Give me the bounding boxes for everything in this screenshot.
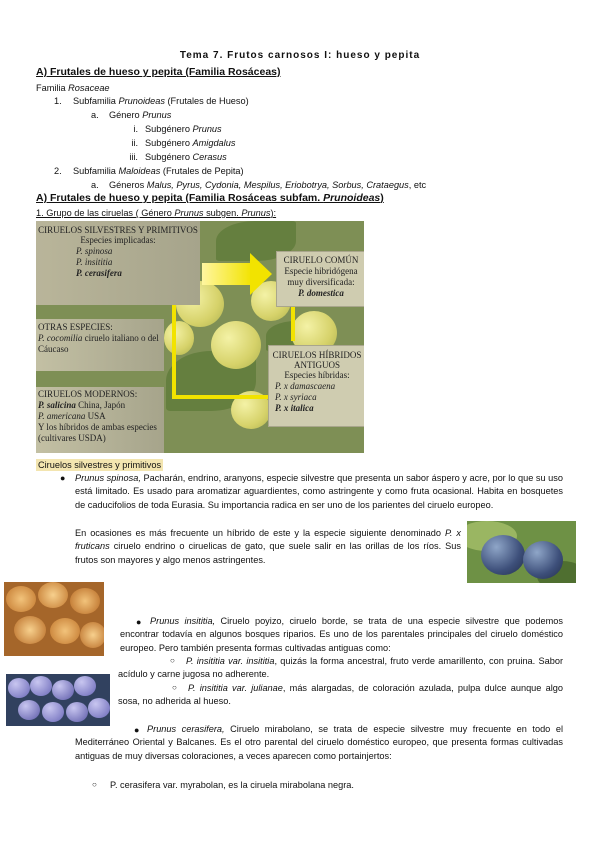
spinosa-cont-italic: P. x fruticans — [75, 528, 461, 552]
box-modern-line2 — [36, 411, 164, 422]
paragraph-cerasifera — [75, 723, 563, 763]
diagram-box-others — [36, 319, 164, 371]
subgenero-1-prefix: Subgénero — [145, 124, 193, 134]
box-common-title: CIRUELO COMÚN — [283, 255, 359, 265]
bullet-icon: ● — [60, 473, 66, 483]
blue-plum — [74, 676, 96, 696]
subgenero-2-name: Amigdalus — [192, 138, 236, 148]
box-others-text — [36, 333, 164, 355]
box-modern-salicina-origin: China, Japón — [75, 400, 126, 410]
outline-sub1-num: 1. — [54, 96, 62, 106]
section-heading-a: A) Frutales de hueso y pepita (Familia Rosáceas) — [36, 66, 281, 78]
var-julianae-name: P. insititia var. julianae — [188, 683, 283, 693]
outline-sub1-prefix: Subfamilia — [73, 96, 119, 106]
diagram-box-modern — [36, 387, 164, 453]
subgenero-2-prefix: Subgénero — [145, 138, 193, 148]
circle-bullet-icon: ○ — [92, 780, 97, 789]
blue-plum — [8, 678, 30, 698]
subgenero-num-2: ii. — [131, 138, 138, 148]
box-modern-line1 — [36, 400, 164, 411]
blue-plum — [18, 700, 40, 720]
box-modern-title: CIRUELOS MODERNOS: — [38, 389, 138, 399]
blue-plums-photo — [6, 674, 110, 726]
paragraph-var-insititia — [118, 655, 563, 682]
outline-sub2-prefix: Subfamilia — [73, 166, 119, 176]
subgenero-3-prefix: Subgénero — [145, 152, 193, 162]
subgenero-1-name: Prunus — [192, 124, 222, 134]
var-insititia-name: P. insititia var. insititia — [186, 656, 275, 666]
paragraph-var-julianae — [118, 682, 563, 709]
box-wild-title: CIRUELOS SILVESTRES Y PRIMITIVOS — [38, 225, 198, 235]
subgenero-num-1: i. — [133, 124, 138, 134]
outline-genero-prefix: Género — [109, 110, 143, 120]
sloe-photo — [467, 521, 576, 583]
arrow-head-icon — [250, 253, 272, 295]
grupo-italic: Prunus — [174, 208, 204, 218]
box-hybrids-item-1: P. x damascaena — [275, 381, 336, 391]
spinosa-cont-a: En ocasiones es más frecuente un híbrido de este y la especie siguiente denominado — [75, 528, 445, 538]
box-others-rest: ciruelo italiano o del Cáucaso — [38, 333, 159, 354]
outline-genero — [109, 109, 171, 121]
grupo-heading — [36, 207, 276, 219]
subgenero-3 — [145, 151, 227, 163]
blue-plum — [42, 702, 64, 722]
outline-genero-name: Prunus — [142, 110, 172, 120]
insititia-name: Prunus insititia, — [150, 616, 216, 626]
blue-plum — [30, 676, 52, 696]
outline-sub2 — [73, 165, 244, 177]
box-others-title: OTRAS ESPECIES: — [38, 322, 113, 332]
blue-plum — [88, 698, 110, 718]
subsection-heading: Ciruelos silvestres y primitivos — [38, 460, 162, 470]
spinosa-text: Pacharán, endrino, aranyons, especie silvestre que presenta un sabor áspero y acre, por lo que su uso está limitado. Es usado para aromatizar aguardientes, como astringente y como fruta ocasional. Habita en bosquetes de caducifolios de toda Eurasia. Su importancia radica en ser uno de los parientes del ciruelo europeo. — [75, 473, 564, 510]
var-insititia-text: , quizás la forma ancestral, fruto verde amarillento, con pruina. Sabor acídulo y carne jugosa no adherente. — [118, 656, 563, 680]
subgenero-2 — [145, 137, 235, 149]
plum-half — [38, 582, 68, 608]
familia-line — [36, 82, 110, 94]
bullet-icon: ● — [134, 725, 140, 735]
spinosa-cont-b: ciruelo endrino o cirueli​cas de gato, que suele salir en las orillas de los ríos. Sus frutos son mayores y algo menos astringentes. — [75, 541, 461, 565]
plum-fruit — [164, 321, 194, 355]
paragraph-spinosa — [75, 472, 563, 512]
outline-sub1-suffix: (Frutales de Hueso) — [164, 96, 249, 106]
cerasifera-name: Prunus cerasifera, — [147, 724, 225, 734]
blue-plum — [52, 680, 74, 700]
box-modern-salicina: P. salicina — [38, 400, 76, 410]
connector-line — [172, 303, 176, 398]
familia-name: Rosaceae — [68, 83, 110, 93]
outline-sub2-suffix: (Frutales de Pepita) — [160, 166, 244, 176]
subgenero-num-3: iii. — [129, 152, 138, 162]
plum-half — [6, 586, 36, 612]
paragraph-insititia — [120, 615, 563, 655]
bullet-icon: ● — [136, 617, 142, 627]
box-common-item: P. domestica — [298, 288, 344, 298]
box-wild-item-3: P. cerasifera — [76, 268, 122, 278]
plum-half — [14, 616, 46, 644]
grupo-close: ): — [270, 208, 277, 218]
subgenero-3-name: Cerasus — [192, 152, 227, 162]
box-modern-americana: P. americana — [38, 411, 86, 421]
sloe-fruit — [523, 541, 563, 579]
plum-half — [70, 588, 100, 614]
box-others-italic: P. cocomilia — [38, 333, 83, 343]
section-a2-close: ) — [380, 192, 384, 204]
box-modern-line3: Y los híbridos de ambas especies (cultivares USDA) — [38, 422, 157, 443]
diagram-box-common — [276, 251, 364, 307]
plum-half — [50, 618, 80, 644]
box-wild-sub: Especies implicadas: — [80, 235, 156, 245]
grupo-text: 1. Grupo de las ciruelas ( Género — [36, 208, 175, 218]
outline-generos2 — [109, 179, 426, 191]
blue-plum — [66, 702, 88, 722]
grupo-italic2: Prunus — [241, 208, 271, 218]
box-wild-item-2: P. insititia — [76, 257, 113, 267]
arrow-shaft — [202, 263, 252, 285]
box-hybrids-item-3: P. x italica — [275, 403, 314, 413]
outline-sub1-name: Prunoideas — [118, 96, 165, 106]
box-hybrids-sub: Especies híbridas: — [284, 370, 350, 380]
outline-sub1 — [73, 95, 249, 107]
cerasifera-text: Ciruelo mirabolano, se trata de especie silvestre muy frecuente en todo el Mediterráneo Oriental y Balcanes. Es el otro parental del ciruelo doméstico europeo, que presenta formas cultivadas antiguas de muy diversas coloraciones, a veces aparecen como portainjertos: — [75, 724, 564, 761]
box-common-sub: Especie hibridógena muy diversificada: — [284, 266, 358, 287]
plum-half — [80, 622, 104, 648]
diagram-box-hybrids — [268, 345, 364, 427]
box-modern-americana-origin: USA — [85, 411, 106, 421]
outline-generos2-num: a. — [91, 180, 99, 190]
diagram-box-wild — [36, 221, 200, 305]
connector-line — [172, 395, 272, 399]
outline-genero-num: a. — [91, 110, 99, 120]
outline-sub2-num: 2. — [54, 166, 62, 176]
sloe-fruit — [481, 535, 525, 575]
outline-generos2-prefix: Géneros — [109, 180, 147, 190]
dried-plum-photo — [4, 582, 104, 656]
section-a2-text: A) Frutales de hueso y pepita (Familia Rosáceas subfam. — [36, 192, 324, 204]
circle-bullet-icon: ○ — [172, 683, 177, 692]
paragraph-myrabolan: P. cerasifera var. myrabolan, es la ciruela mirabolana negra. — [110, 780, 354, 790]
var-julianae-text: , más alargadas, de coloración azulada, pulpa dulce aunque algo sosa, no adherida al hueso. — [118, 683, 563, 707]
box-wild-item-1: P. spinosa — [76, 246, 113, 256]
box-hybrids-title: CIRUELOS HÍBRIDOS ANTIGUOS — [272, 350, 362, 370]
document-title: Tema 7. Frutos carnosos I: hueso y pepita — [179, 50, 421, 61]
spinosa-name: Prunus spinosa, — [75, 473, 141, 483]
circle-bullet-icon: ○ — [170, 656, 175, 665]
insititia-text: Ciruelo poyizo, ciruelo borde, se trata de una especie silvestre que podemos encontrar todavía en algunos bosques riparios. Es uno de los parentales principales del ciruelo doméstico europeo. Pero también presenta formas cultivadas antiguas como: — [120, 616, 563, 653]
plum-fruit — [211, 321, 261, 369]
grupo-mid: subgen. — [203, 208, 242, 218]
section-heading-a2 — [36, 192, 384, 204]
paragraph-spinosa-cont — [75, 527, 461, 567]
outline-generos2-suffix: , etc — [408, 180, 427, 190]
outline-generos2-names: Malus, Pyrus, Cydonia, Mespilus, Eriobotrya, Sorbus, Crataegus — [146, 180, 409, 190]
outline-sub2-name: Maloideas — [118, 166, 161, 176]
plum-groups-diagram — [36, 221, 364, 453]
section-a2-italic: Prunoideas — [323, 192, 381, 204]
connector-line — [291, 303, 295, 341]
subgenero-1 — [145, 123, 222, 135]
box-hybrids-item-2: P. x syriaca — [275, 392, 317, 402]
familia-label: Familia — [36, 83, 69, 93]
